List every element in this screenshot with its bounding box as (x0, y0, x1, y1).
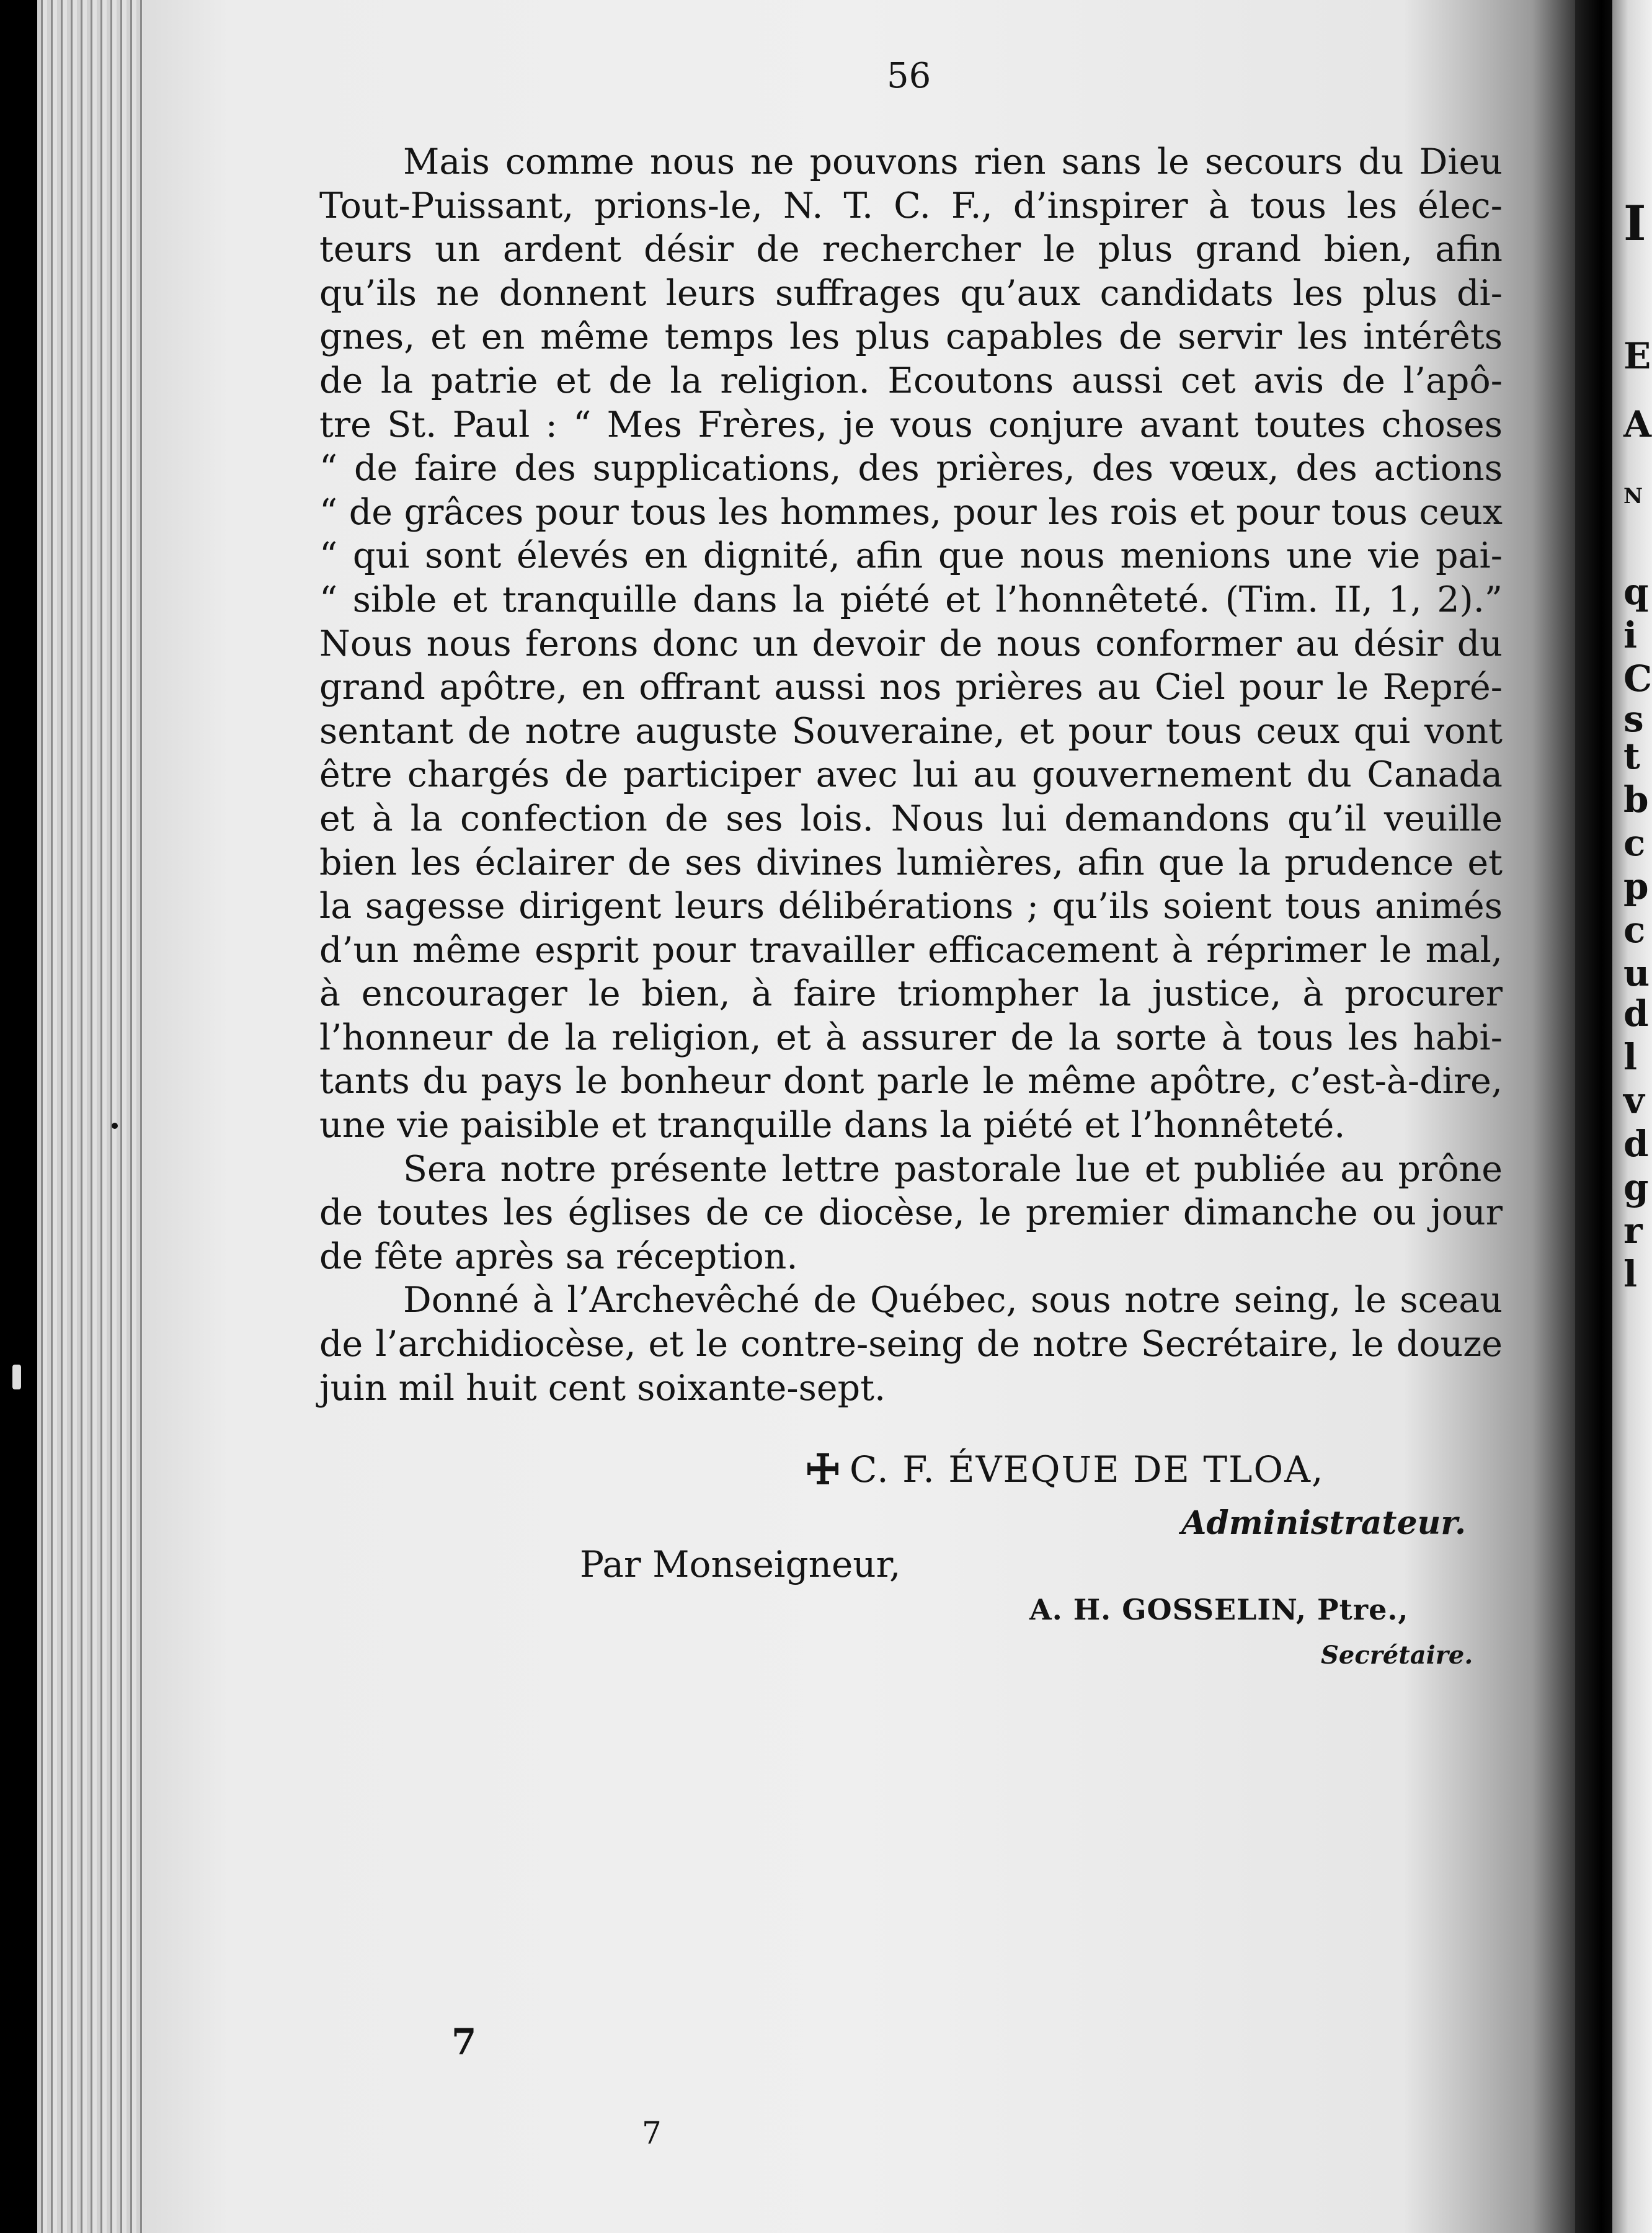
text-line: bien les éclairer de ses divines lumières, afin que la prudence et (319, 842, 1503, 883)
bottom-mark: 7 (642, 2115, 662, 2151)
adjacent-page-fragment: i (1623, 614, 1638, 656)
adjacent-page-fragment: q (1623, 571, 1649, 613)
text-line: une vie paisible et tranquille dans la piété et l’honnêteté. (319, 1105, 1346, 1146)
text-line: de fête après sa réception. (319, 1236, 798, 1277)
text-line: “ de faire des supplications, des prières, des vœux, des actions (319, 448, 1503, 489)
adjacent-page-fragment: p (1623, 865, 1649, 907)
adjacent-page-fragment: d (1623, 992, 1649, 1035)
text-line: être chargés de participer avec lui au gouvernement du Canada (319, 754, 1503, 796)
adjacent-page-fragment: I (1623, 195, 1646, 252)
cross-icon (806, 1452, 840, 1486)
bishop-title: Administrateur. (1181, 1504, 1467, 1542)
adjacent-page-fragment: C (1623, 657, 1652, 700)
adjacent-page-fragment: c (1623, 909, 1646, 951)
text-line: Donné à l’Archevêché de Québec, sous notre seing, le sceau (403, 1280, 1503, 1321)
pastoral-letter-text (319, 140, 1503, 1410)
par-monseigneur: Par Monseigneur, (580, 1543, 901, 1585)
adjacent-page-fragment: t (1623, 735, 1640, 777)
adjacent-page-fragment: v (1623, 1079, 1645, 1121)
text-line: de l’archidiocèse, et le contre-seing de notre Secrétaire, le douze (319, 1324, 1503, 1365)
text-line: l’honneur de la religion, et à assurer de la sorte à tous les habi- (319, 1017, 1503, 1058)
text-line: à encourager le bien, à faire triompher la justice, à procurer (319, 973, 1503, 1015)
text-line: tre St. Paul : “ Mes Frères, je vous conjure avant toutes choses (319, 404, 1503, 445)
text-line: teurs un ardent désir de rechercher le plus grand bien, afin (319, 229, 1503, 270)
adjacent-page-fragment: c (1623, 822, 1646, 864)
text-line: Sera notre présente lettre pastorale lue et publiée au prône (403, 1148, 1503, 1190)
text-line: “ de grâces pour tous les hommes, pour les rois et pour tous ceux (319, 491, 1503, 533)
ink-speck (112, 1123, 118, 1129)
adjacent-page-fragment: l (1623, 1253, 1638, 1295)
adjacent-page-fragment: d (1623, 1123, 1649, 1165)
text-line: “ qui sont élevés en dignité, afin que nous menions une vie pai- (319, 535, 1503, 577)
adjacent-page-fragment: r (1623, 1210, 1643, 1252)
text-line: Mais comme nous ne pouvons rien sans le secours du Dieu (403, 141, 1503, 182)
text-line: Nous nous ferons donc un devoir de nous conformer au désir du (319, 623, 1503, 664)
adjacent-page (1612, 0, 1652, 2233)
text-line: “ sible et tranquille dans la piété et l’honnêteté. (Tim. II, 1, 2).” (319, 579, 1503, 620)
text-line: d’un même esprit pour travailler efficacement à réprimer le mal, (319, 929, 1503, 971)
ink-speck (12, 1365, 21, 1389)
text-line: gnes, et en même temps les plus capables de servir les intérêts (319, 316, 1503, 358)
text-line: sentant de notre auguste Souveraine, et pour tous ceux qui vont (319, 710, 1503, 752)
adjacent-page-fragment: l (1623, 1036, 1638, 1078)
secretary-name: A. H. GOSSELIN, Ptre., (1029, 1593, 1409, 1626)
secretary-title: Secrétaire. (1321, 1641, 1473, 1670)
signature-mark: 7 (451, 2021, 477, 2063)
adjacent-page-fragment: g (1623, 1166, 1649, 1208)
text-line: qu’ils ne donnent leurs suffrages qu’aux candidats les plus di- (319, 272, 1503, 314)
adjacent-page-fragment: A (1623, 403, 1652, 445)
bishop-name: C. F. ÉVEQUE DE TLOA, (850, 1448, 1325, 1491)
text-line: et à la confection de ses lois. Nous lui demandons qu’il veuille (319, 798, 1503, 839)
adjacent-page-fragment: E (1623, 335, 1651, 377)
text-line: grand apôtre, en offrant aussi nos prières au Ciel pour le Repré- (319, 667, 1503, 708)
adjacent-page-fragment: s (1623, 698, 1644, 740)
text-line: la sagesse dirigent leurs délibérations ; qu’ils soient tous animés (319, 886, 1503, 927)
text-line: juin mil huit cent soixante-sept. (319, 1367, 886, 1409)
page-number: 56 (887, 56, 931, 96)
adjacent-page-fragment: u (1623, 952, 1650, 994)
text-line: de la patrie et de la religion. Ecoutons aussi cet avis de l’apô- (319, 360, 1503, 401)
text-line: Tout-Puissant, prions-le, N. T. C. F., d’inspirer à tous les élec- (319, 185, 1503, 226)
adjacent-page-fragment: b (1623, 778, 1649, 821)
text-line: de toutes les églises de ce diocèse, le premier dimanche ou jour (319, 1192, 1503, 1234)
text-line: tants du pays le bonheur dont parle le même apôtre, c’est-à-dire, (319, 1061, 1503, 1102)
adjacent-page-fragment: N (1623, 484, 1643, 509)
bishop-signature (806, 1448, 1324, 1491)
